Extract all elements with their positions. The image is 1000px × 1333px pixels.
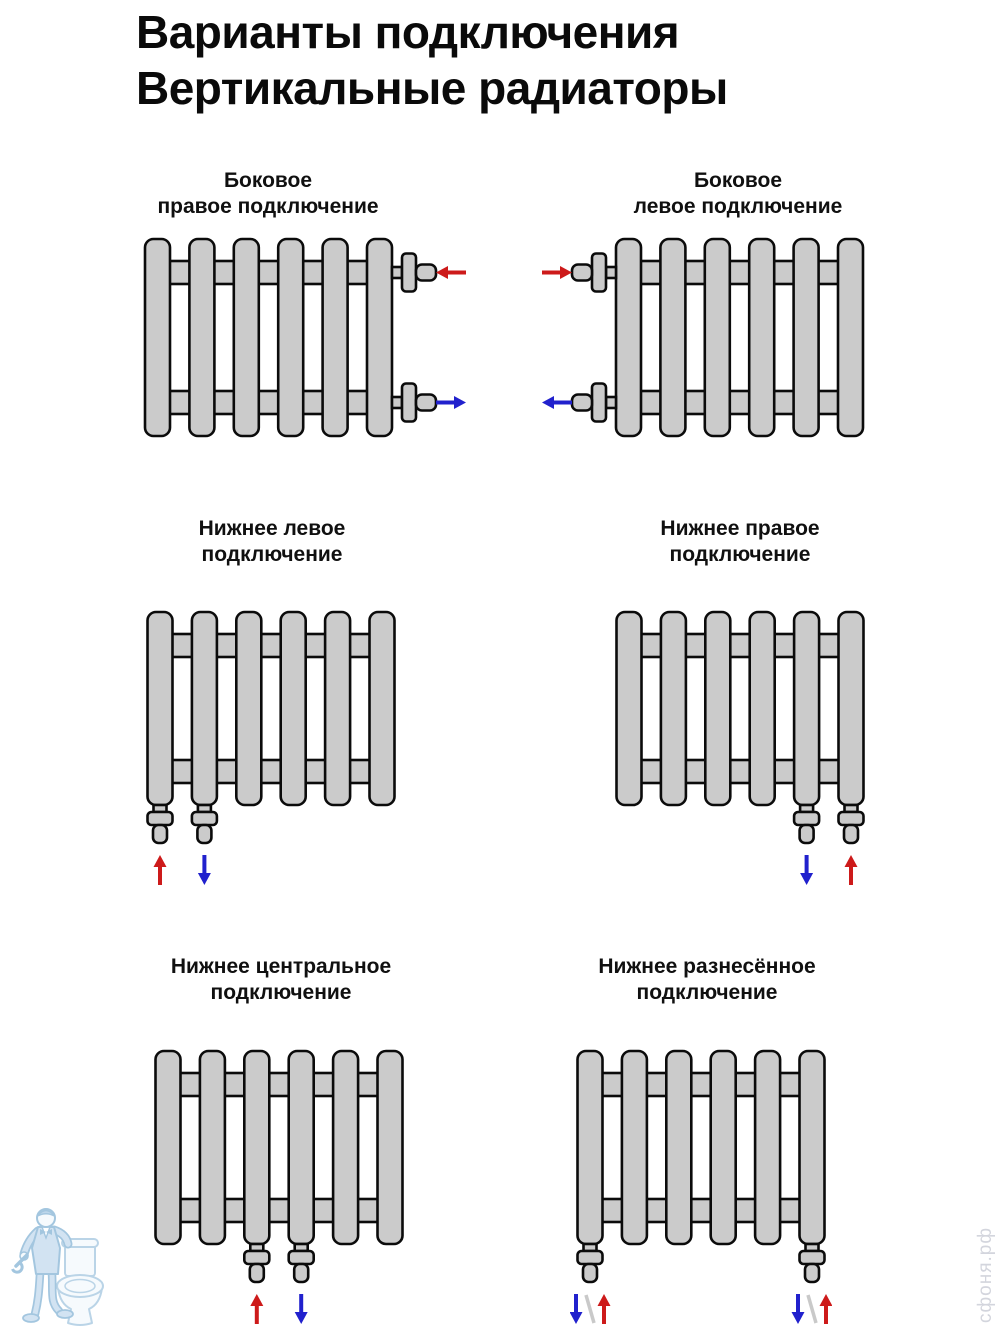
radiator-section <box>325 612 350 805</box>
valve <box>192 805 217 843</box>
flow-arrow-supply-icon <box>598 1294 611 1324</box>
label-side-left: Боковое левое подключение <box>633 169 843 218</box>
top-collector-pipe <box>621 261 858 284</box>
radiator-section <box>323 239 348 436</box>
radiator-section <box>148 612 173 805</box>
flow-arrow-return-icon <box>792 1294 805 1324</box>
radiator-section <box>794 612 819 805</box>
bottom-collector-pipe <box>150 391 387 414</box>
diagram-bottom-right <box>609 610 871 895</box>
radiator-section <box>145 239 170 436</box>
radiator-section <box>189 239 214 436</box>
diagram-side-right <box>143 237 478 441</box>
flow-arrow-return-icon <box>198 855 211 885</box>
radiator <box>578 1051 825 1244</box>
radiator <box>616 239 863 436</box>
plumber-watermark-logo <box>8 1204 112 1330</box>
radiator-section <box>705 612 730 805</box>
radiator-section <box>794 239 819 436</box>
top-collector-pipe <box>153 634 390 657</box>
radiator-section <box>192 612 217 805</box>
bottom-collector-pipe <box>161 1199 398 1222</box>
valve <box>578 1244 603 1282</box>
bottom-collector-pipe <box>153 760 390 783</box>
radiator-section <box>200 1051 225 1244</box>
diagram-bottom-spread <box>570 1049 832 1333</box>
diagram-side-left <box>530 237 865 441</box>
valve <box>794 805 819 843</box>
radiator <box>156 1051 403 1244</box>
top-collector-pipe <box>622 634 859 657</box>
title-line1: Варианты подключения <box>136 6 680 58</box>
radiator-section <box>370 612 395 805</box>
flow-arrow-supply-icon <box>436 266 466 279</box>
flow-arrow-return-icon <box>542 396 572 409</box>
top-collector-pipe <box>161 1073 398 1096</box>
label-bottom-left: Нижнее левое подключение <box>198 517 346 566</box>
valve <box>800 1244 825 1282</box>
diagram-bottom-left <box>140 610 402 895</box>
flow-arrow-supply-icon <box>845 855 858 885</box>
radiator-section <box>705 239 730 436</box>
valve <box>392 384 436 422</box>
valve <box>572 254 616 292</box>
radiator-section <box>666 1051 691 1244</box>
valve <box>244 1244 269 1282</box>
radiator-section <box>234 239 259 436</box>
radiator-section <box>367 239 392 436</box>
radiator-section <box>750 612 775 805</box>
valve <box>289 1244 314 1282</box>
radiator-section <box>660 239 685 436</box>
label-bottom-center: Нижнее центральное подключение <box>170 955 392 1004</box>
bottom-collector-pipe <box>621 391 858 414</box>
radiator-section <box>617 612 642 805</box>
direction-divider <box>808 1295 816 1323</box>
radiator-section <box>333 1051 358 1244</box>
flow-arrow-return-icon <box>295 1294 308 1324</box>
flow-arrow-return-icon <box>570 1294 583 1324</box>
valve <box>839 805 864 843</box>
radiator-section <box>378 1051 403 1244</box>
radiator-section <box>749 239 774 436</box>
flow-arrow-supply-icon <box>820 1294 833 1324</box>
radiator-section <box>281 612 306 805</box>
radiator-section <box>839 612 864 805</box>
valve <box>148 805 173 843</box>
top-collector-pipe <box>583 1073 820 1096</box>
label-side-right: Боковое правое подключение <box>157 169 379 218</box>
radiator-section <box>711 1051 736 1244</box>
radiator-section <box>622 1051 647 1244</box>
top-collector-pipe <box>150 261 387 284</box>
flow-arrow-supply-icon <box>250 1294 263 1324</box>
bottom-collector-pipe <box>622 760 859 783</box>
radiator-section <box>289 1051 314 1244</box>
bottom-collector-pipe <box>583 1199 820 1222</box>
flow-arrow-return-icon <box>436 396 466 409</box>
title-line2: Вертикальные радиаторы <box>136 62 728 114</box>
radiator-section <box>236 612 261 805</box>
radiator-section <box>244 1051 269 1244</box>
flow-arrow-return-icon <box>800 855 813 885</box>
diagram-bottom-center <box>148 1049 410 1333</box>
radiator-section <box>838 239 863 436</box>
label-bottom-spread: Нижнее разнесённое подключение <box>598 955 816 1004</box>
page-title <box>136 4 728 116</box>
flow-arrow-supply-icon <box>154 855 167 885</box>
radiator-section <box>661 612 686 805</box>
radiator <box>617 612 864 805</box>
valve <box>392 254 436 292</box>
site-watermark-text: сфоня.рф <box>975 1227 996 1323</box>
radiator-section <box>278 239 303 436</box>
radiator-section <box>156 1051 181 1244</box>
radiator <box>145 239 392 436</box>
radiator-section <box>800 1051 825 1244</box>
radiator-section <box>616 239 641 436</box>
label-bottom-right: Нижнее правое подключение <box>660 517 820 566</box>
valve <box>572 384 616 422</box>
radiator-section <box>755 1051 780 1244</box>
radiator-section <box>578 1051 603 1244</box>
direction-divider <box>586 1295 594 1323</box>
radiator <box>148 612 395 805</box>
flow-arrow-supply-icon <box>542 266 572 279</box>
